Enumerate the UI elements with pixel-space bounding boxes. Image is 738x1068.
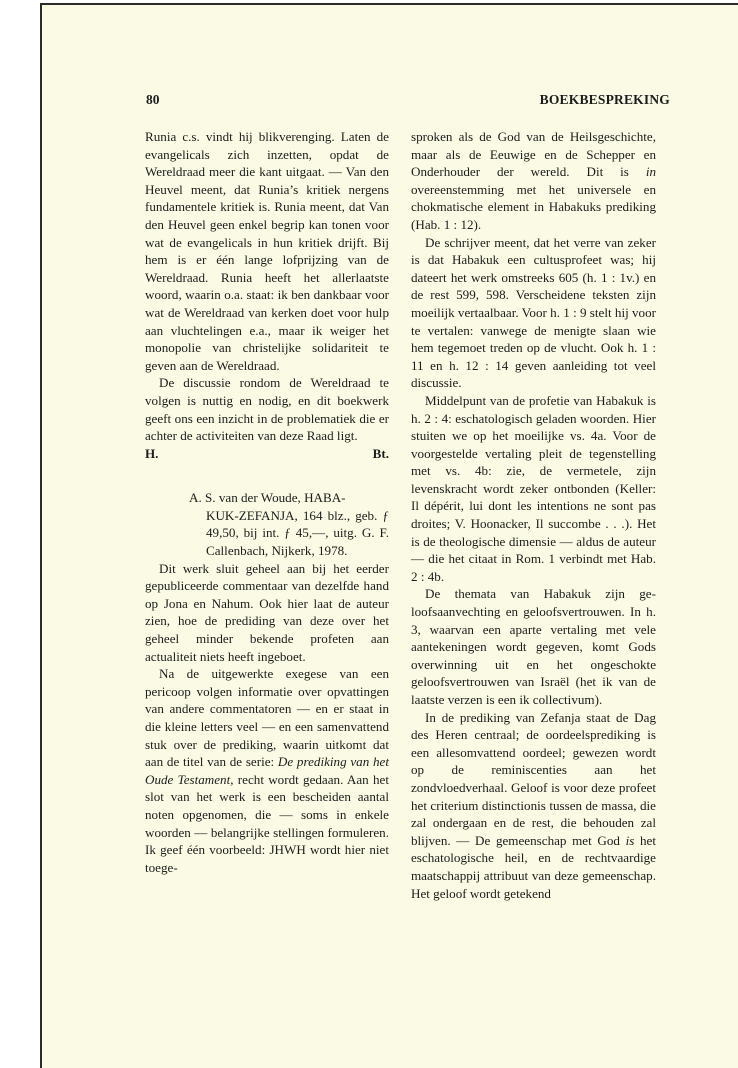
paragraph: De discussie rondom de Wereldraad te volgen is nuttig en nodig, en dit boekwerk geeft ons een inzicht in de problematiek die er achter de activiteiten van deze Raad ligt.: [145, 375, 389, 444]
book-reference-details: KUK-ZEFANJA, 164 blz., geb. ƒ 49,50, bij int. ƒ 45,—, uitg. G. F. Callenbach, Nijkerk, 1978.: [206, 507, 389, 559]
right-column: [411, 128, 656, 902]
page-number: 80: [146, 92, 160, 107]
text-run: sproken als de God van de Heilsgeschichte, maar als de Eeuwige en de Schepper en Onderhouder der wereld. Dit is: [411, 129, 656, 180]
text-run: Na de uitgewerkte exegese van een pericoop volgen informatie over opvattingen van andere commentatoren — en er staat in die kleine letters veel — en een samenvattend stuk over de prediking, waarin uitkomt dat aan de titel van de serie:: [145, 666, 389, 770]
book-reference: [145, 489, 389, 559]
paragraph: Dit werk sluit geheel aan bij het eerder gepubliceerde commentaar van dezelfde hand op Jona en Nahum. Ook hier laat de auteur zien, hoe de prediding van deze over het geheel minder bekende profeten aan actualiteit niets heeft ingeboet.: [145, 560, 389, 664]
emphasis: in: [645, 164, 656, 180]
book-reference-line1: A. S. van der Woude, HABA-: [189, 490, 346, 506]
paragraph: [411, 128, 656, 234]
emphasis: is: [625, 832, 635, 848]
paragraph: Runia c.s. vindt hij blikverenging. Laten de evangelicals zich inzetten, opdat de Wereldraad meer die kant uitgaat. — Van den Heuvel meent, dat Runia’s kritiek nergens fundamentele kritiek is. Runia meent, dat Van den Heuvel geen enkel begrip kan tonen voor wat de evangelicals in hun kritiek drijft. Bij hem is er één lange lofprijzing van de Wereldraad. Runia heeft het allerlaatste woord, waarin o.a. staat: ik ben dankbaar voor wat de Wereldraad van kerken doet voor hulp aan vluchtelingen e.a., maar ik weiger het monopolie van christelijke solidariteit te geven aan de Wereldraad.: [145, 129, 389, 373]
reviewer-signature: [145, 445, 389, 463]
signature-initial: H.: [145, 445, 159, 461]
text-run: overeenstemming met het universele en chokmatische element in Habakuks prediking (Hab. 1 : 12).: [411, 181, 656, 232]
left-column: [145, 128, 389, 876]
text-run: het eschatologische heil, en de rechtvaardige maatschappij attribuut van deze gemeenschap. Het geloof wordt getekend: [411, 832, 656, 901]
running-head: BOEKBESPREKING: [539, 92, 670, 107]
paragraph: Middelpunt van de profetie van Habakuk is h. 2 : 4: eschatologisch geladen woorden. Hier stuiten we op het moeilijke vs. 4a. Voor de voorgestelde vertaling pleit de tegenstelling met vs. 4b: zie, de vermetele, zijn levenskracht wordt zeker ontbonden (Keller: Il dépérit, lui dont les intentions ne sont pas droites; V. Hoonacker, Il succombe . . .). Het is de theologische dimensie — aldus de auteur — die het citaat in Rom. 1 verbindt met Hab. 2 : 4b.: [411, 392, 656, 584]
paragraph: De schrijver meent, dat het verre van zeker is dat Habakuk een cultusprofeet was; hij dateert het werk omstreeks 605 (h. 1 : 1v.) en de rest 599, 598. Verscheidene teksten zijn moeilijk vertaalbaar. Voor h. 1 : 9 stelt hij voor te vertalen: vanwege de menigte slaan wie hem tegemoet treden op de vlucht. Ook h. 1 : 11 en h. 12 : 14 geven aanleiding tot veel discussie.: [411, 234, 656, 391]
series-title: De prediking van het Oude Testament,: [145, 754, 389, 787]
paragraph: [145, 665, 389, 876]
paragraph: [411, 709, 656, 903]
signature-initials: Bt.: [372, 445, 389, 461]
text-run: recht wordt gedaan. Aan het slot van het werk is een bescheiden aantal noten opgenomen, die — soms in enkele woorden — belangrijke stellingen formuleren. Ik geef één voorbeeld: JHWH wordt hier niet toege-: [145, 771, 389, 875]
paragraph: De themata van Habakuk zijn geloofsaanvechting en geloofsvertrouwen. In h. 3, waarvan een aparte vertaling met vele aantekeningen wordt gegeven, komt Gods overwinning uit en het ongeschokte geloofsvertrouwen van Israël (het ik van de laatste verzen is een ik collectivum).: [411, 586, 656, 707]
text-run: In de prediking van Zefanja staat de Dag des Heren centraal; de oordeelsprediking is een allesomvattend oordeel; gewezen wordt op de reminiscenties aan het zondvloedverhaal. Geloof is voor deze profeet het criterium distinctionis tussen de massa, die zal ondergaan en de rest, die behouden zal blijven. — De gemeenschap met God: [411, 709, 656, 848]
